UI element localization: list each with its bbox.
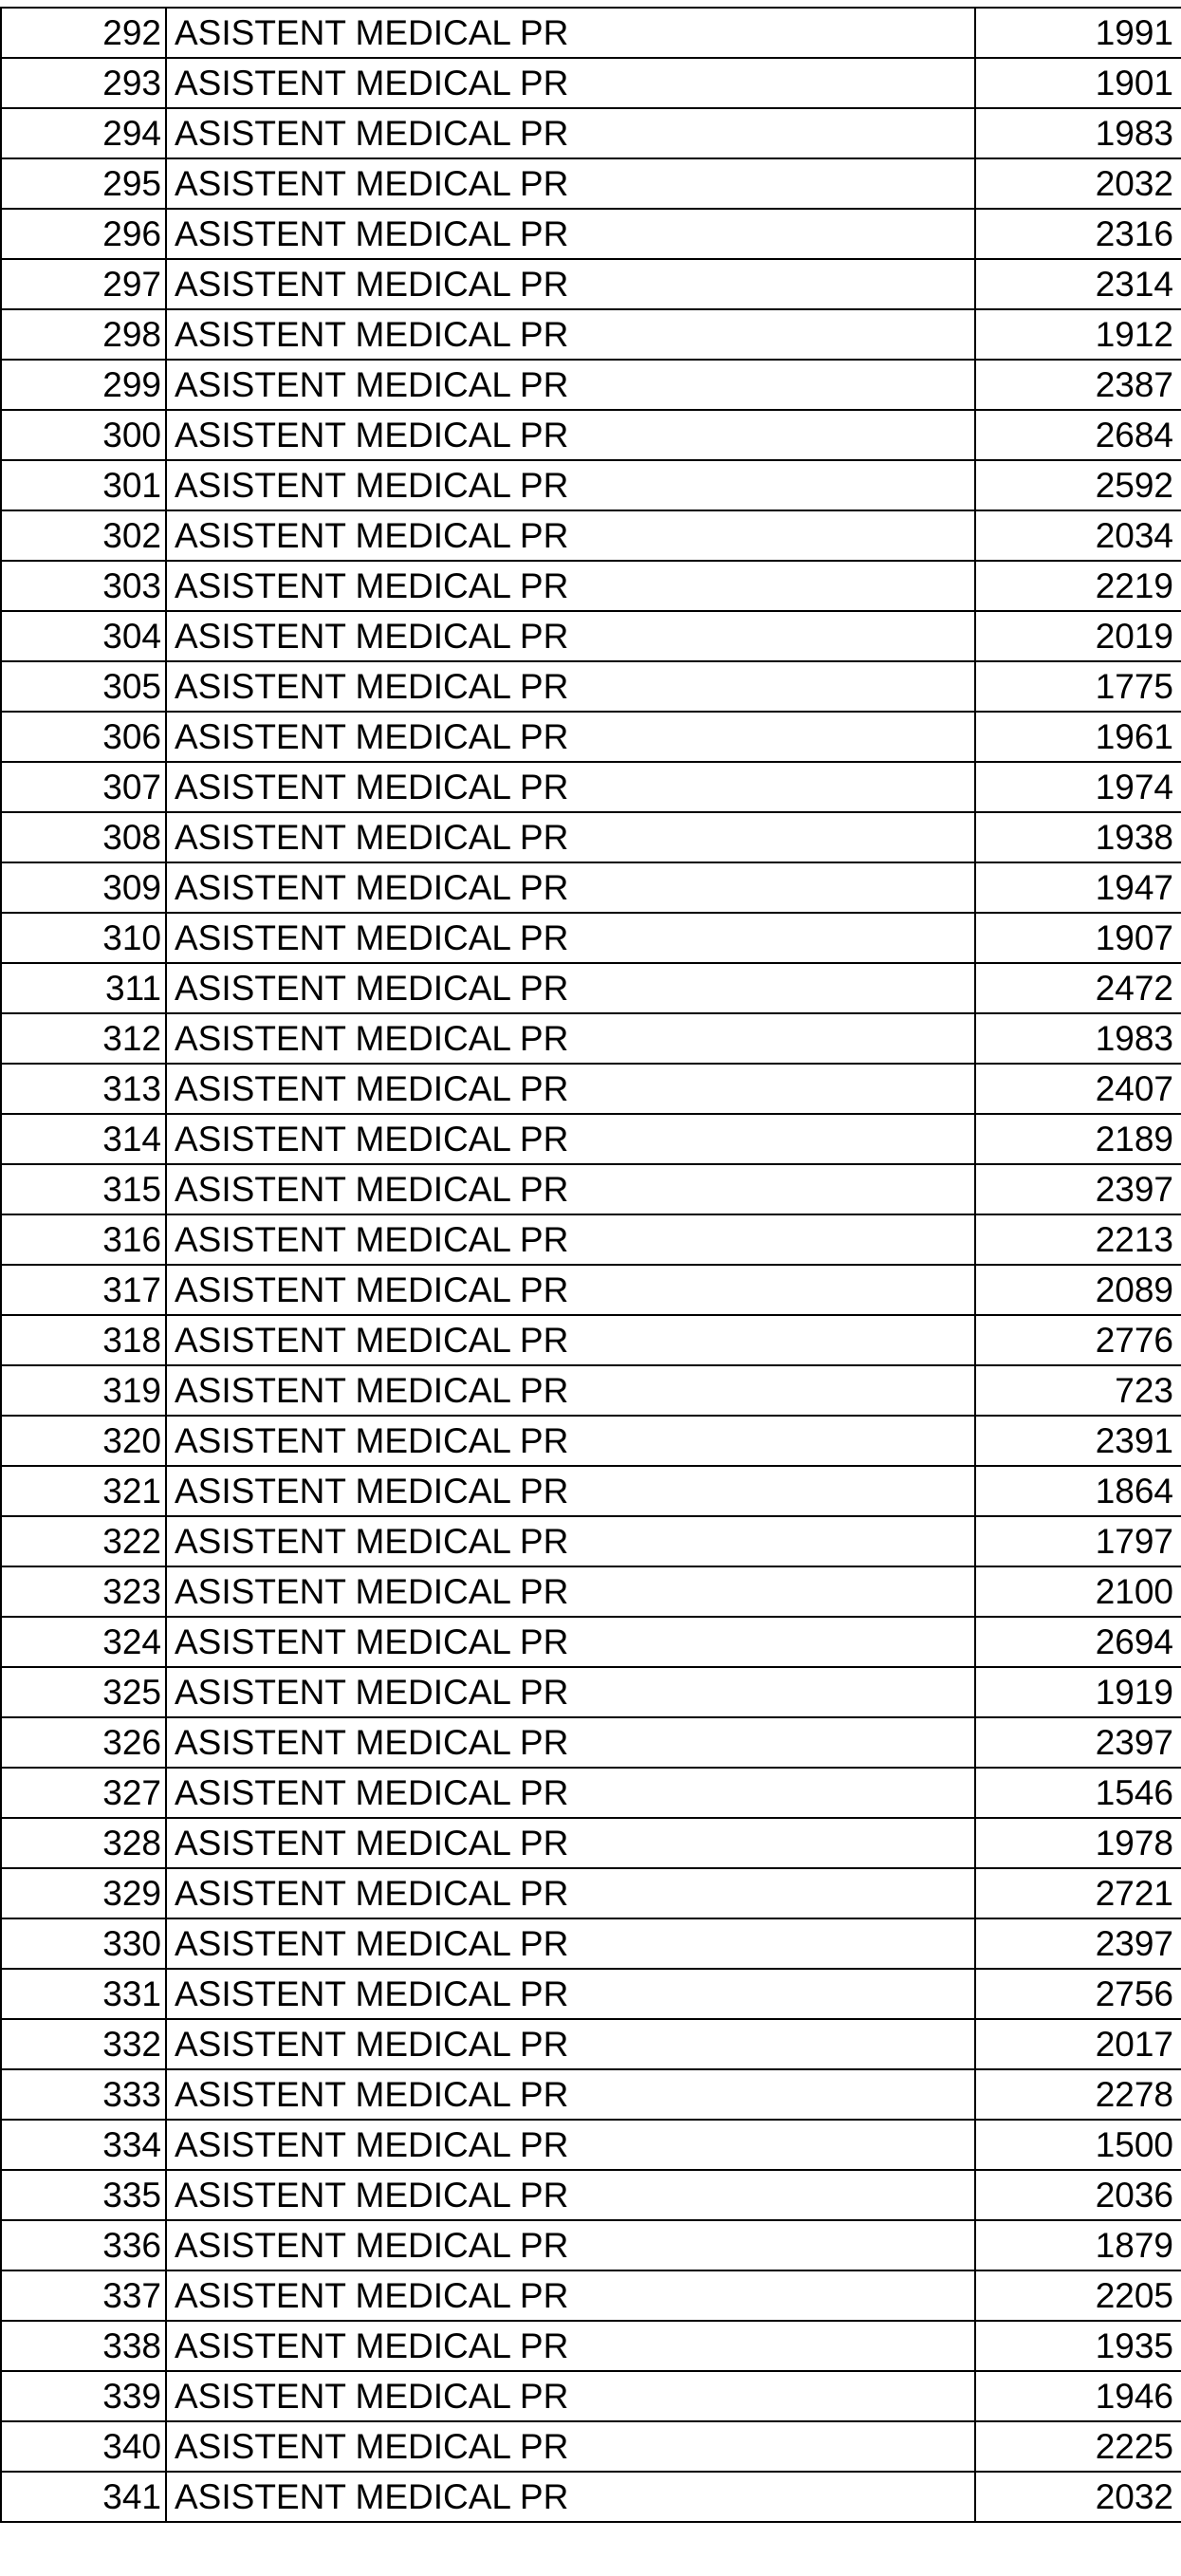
value-cell: 2019 (975, 611, 1181, 661)
value-cell: 1974 (975, 762, 1181, 812)
value-cell: 1947 (975, 862, 1181, 913)
value-cell: 2036 (975, 2170, 1181, 2220)
table-row (1, 762, 1181, 812)
row-number-cell: 314 (1, 1114, 166, 1164)
table-row (1, 963, 1181, 1013)
value-cell: 2032 (975, 2472, 1181, 2522)
table-row (1, 1566, 1181, 1617)
position-name-cell: ASISTENT MEDICAL PR (166, 611, 975, 661)
position-name-cell: ASISTENT MEDICAL PR (166, 360, 975, 410)
position-name-cell: ASISTENT MEDICAL PR (166, 1365, 975, 1416)
data-table (0, 7, 1181, 2523)
position-name-cell: ASISTENT MEDICAL PR (166, 2321, 975, 2371)
value-cell: 2756 (975, 1969, 1181, 2019)
position-name-cell: ASISTENT MEDICAL PR (166, 2270, 975, 2321)
position-name-cell: ASISTENT MEDICAL PR (166, 1868, 975, 1918)
table-row (1, 2371, 1181, 2421)
value-cell: 2225 (975, 2421, 1181, 2472)
row-number-cell: 330 (1, 1918, 166, 1969)
row-number-cell: 336 (1, 2220, 166, 2270)
value-cell: 1935 (975, 2321, 1181, 2371)
value-cell: 1938 (975, 812, 1181, 862)
row-number-cell: 296 (1, 209, 166, 259)
value-cell: 2397 (975, 1164, 1181, 1214)
row-number-cell: 318 (1, 1315, 166, 1365)
position-name-cell: ASISTENT MEDICAL PR (166, 1667, 975, 1717)
table-row (1, 1667, 1181, 1717)
value-cell: 2721 (975, 1868, 1181, 1918)
table-row (1, 661, 1181, 712)
table-row (1, 1064, 1181, 1114)
row-number-cell: 295 (1, 158, 166, 209)
row-number-cell: 307 (1, 762, 166, 812)
position-name-cell: ASISTENT MEDICAL PR (166, 661, 975, 712)
position-name-cell: ASISTENT MEDICAL PR (166, 1969, 975, 2019)
row-number-cell: 302 (1, 510, 166, 561)
value-cell: 2694 (975, 1617, 1181, 1667)
position-name-cell: ASISTENT MEDICAL PR (166, 1516, 975, 1566)
row-number-cell: 312 (1, 1013, 166, 1064)
row-number-cell: 329 (1, 1868, 166, 1918)
value-cell: 2684 (975, 410, 1181, 460)
row-number-cell: 340 (1, 2421, 166, 2472)
position-name-cell: ASISTENT MEDICAL PR (166, 58, 975, 108)
table-row (1, 2472, 1181, 2522)
table-row (1, 1969, 1181, 2019)
table-row (1, 1013, 1181, 1064)
value-cell: 1946 (975, 2371, 1181, 2421)
position-name-cell: ASISTENT MEDICAL PR (166, 1214, 975, 1265)
row-number-cell: 303 (1, 561, 166, 611)
position-name-cell: ASISTENT MEDICAL PR (166, 1918, 975, 1969)
table-row (1, 259, 1181, 309)
row-number-cell: 332 (1, 2019, 166, 2069)
row-number-cell: 305 (1, 661, 166, 712)
position-name-cell: ASISTENT MEDICAL PR (166, 158, 975, 209)
position-name-cell: ASISTENT MEDICAL PR (166, 259, 975, 309)
position-name-cell: ASISTENT MEDICAL PR (166, 1617, 975, 1667)
position-name-cell: ASISTENT MEDICAL PR (166, 108, 975, 158)
position-name-cell: ASISTENT MEDICAL PR (166, 1717, 975, 1768)
table-row (1, 1918, 1181, 1969)
row-number-cell: 335 (1, 2170, 166, 2220)
value-cell: 2100 (975, 1566, 1181, 1617)
position-name-cell: ASISTENT MEDICAL PR (166, 762, 975, 812)
value-cell: 1775 (975, 661, 1181, 712)
position-name-cell: ASISTENT MEDICAL PR (166, 209, 975, 259)
position-name-cell: ASISTENT MEDICAL PR (166, 460, 975, 510)
row-number-cell: 292 (1, 8, 166, 58)
position-name-cell: ASISTENT MEDICAL PR (166, 510, 975, 561)
row-number-cell: 339 (1, 2371, 166, 2421)
row-number-cell: 326 (1, 1717, 166, 1768)
value-cell: 1983 (975, 108, 1181, 158)
row-number-cell: 322 (1, 1516, 166, 1566)
table-row (1, 2120, 1181, 2170)
table-row (1, 510, 1181, 561)
row-number-cell: 321 (1, 1466, 166, 1516)
row-number-cell: 323 (1, 1566, 166, 1617)
row-number-cell: 337 (1, 2270, 166, 2321)
position-name-cell: ASISTENT MEDICAL PR (166, 2170, 975, 2220)
table-row (1, 410, 1181, 460)
row-number-cell: 325 (1, 1667, 166, 1717)
table-row (1, 1265, 1181, 1315)
row-number-cell: 294 (1, 108, 166, 158)
value-cell: 2397 (975, 1918, 1181, 1969)
value-cell: 1912 (975, 309, 1181, 360)
table-row (1, 360, 1181, 410)
value-cell: 2472 (975, 963, 1181, 1013)
value-cell: 1907 (975, 913, 1181, 963)
position-name-cell: ASISTENT MEDICAL PR (166, 2421, 975, 2472)
position-name-cell: ASISTENT MEDICAL PR (166, 1315, 975, 1365)
position-name-cell: ASISTENT MEDICAL PR (166, 1013, 975, 1064)
row-number-cell: 297 (1, 259, 166, 309)
position-name-cell: ASISTENT MEDICAL PR (166, 1114, 975, 1164)
row-number-cell: 315 (1, 1164, 166, 1214)
table-row (1, 1214, 1181, 1265)
row-number-cell: 319 (1, 1365, 166, 1416)
table-row (1, 2220, 1181, 2270)
row-number-cell: 301 (1, 460, 166, 510)
value-cell: 2316 (975, 209, 1181, 259)
row-number-cell: 317 (1, 1265, 166, 1315)
position-name-cell: ASISTENT MEDICAL PR (166, 2019, 975, 2069)
table-row (1, 1365, 1181, 1416)
value-cell: 2205 (975, 2270, 1181, 2321)
value-cell: 2189 (975, 1114, 1181, 1164)
table-row (1, 108, 1181, 158)
table-row (1, 460, 1181, 510)
table-row (1, 209, 1181, 259)
table-row (1, 1818, 1181, 1868)
value-cell: 1901 (975, 58, 1181, 108)
value-cell: 1546 (975, 1768, 1181, 1818)
table-row (1, 712, 1181, 762)
value-cell: 1797 (975, 1516, 1181, 1566)
position-name-cell: ASISTENT MEDICAL PR (166, 1416, 975, 1466)
position-name-cell: ASISTENT MEDICAL PR (166, 1164, 975, 1214)
value-cell: 1500 (975, 2120, 1181, 2170)
value-cell: 1991 (975, 8, 1181, 58)
value-cell: 1961 (975, 712, 1181, 762)
row-number-cell: 304 (1, 611, 166, 661)
value-cell: 2089 (975, 1265, 1181, 1315)
value-cell: 2314 (975, 259, 1181, 309)
value-cell: 1983 (975, 1013, 1181, 1064)
table-row (1, 1868, 1181, 1918)
table-row (1, 1617, 1181, 1667)
position-name-cell: ASISTENT MEDICAL PR (166, 2472, 975, 2522)
value-cell: 2387 (975, 360, 1181, 410)
position-name-cell: ASISTENT MEDICAL PR (166, 1265, 975, 1315)
row-number-cell: 308 (1, 812, 166, 862)
row-number-cell: 338 (1, 2321, 166, 2371)
value-cell: 2592 (975, 460, 1181, 510)
position-name-cell: ASISTENT MEDICAL PR (166, 812, 975, 862)
value-cell: 2397 (975, 1717, 1181, 1768)
value-cell: 2213 (975, 1214, 1181, 1265)
table-row (1, 1164, 1181, 1214)
position-name-cell: ASISTENT MEDICAL PR (166, 1818, 975, 1868)
value-cell: 2032 (975, 158, 1181, 209)
table-row (1, 561, 1181, 611)
value-cell: 2278 (975, 2069, 1181, 2120)
position-name-cell: ASISTENT MEDICAL PR (166, 309, 975, 360)
row-number-cell: 300 (1, 410, 166, 460)
row-number-cell: 333 (1, 2069, 166, 2120)
row-number-cell: 309 (1, 862, 166, 913)
table-row (1, 1466, 1181, 1516)
table-row (1, 1114, 1181, 1164)
value-cell: 1879 (975, 2220, 1181, 2270)
position-name-cell: ASISTENT MEDICAL PR (166, 410, 975, 460)
table-row (1, 1416, 1181, 1466)
position-name-cell: ASISTENT MEDICAL PR (166, 1566, 975, 1617)
row-number-cell: 306 (1, 712, 166, 762)
value-cell: 2391 (975, 1416, 1181, 1466)
row-number-cell: 311 (1, 963, 166, 1013)
position-name-cell: ASISTENT MEDICAL PR (166, 1064, 975, 1114)
table-row (1, 1768, 1181, 1818)
row-number-cell: 298 (1, 309, 166, 360)
value-cell: 2219 (975, 561, 1181, 611)
position-name-cell: ASISTENT MEDICAL PR (166, 862, 975, 913)
row-number-cell: 328 (1, 1818, 166, 1868)
position-name-cell: ASISTENT MEDICAL PR (166, 8, 975, 58)
position-name-cell: ASISTENT MEDICAL PR (166, 913, 975, 963)
table-row (1, 58, 1181, 108)
position-name-cell: ASISTENT MEDICAL PR (166, 561, 975, 611)
row-number-cell: 299 (1, 360, 166, 410)
row-number-cell: 320 (1, 1416, 166, 1466)
row-number-cell: 334 (1, 2120, 166, 2170)
position-name-cell: ASISTENT MEDICAL PR (166, 2120, 975, 2170)
position-name-cell: ASISTENT MEDICAL PR (166, 2069, 975, 2120)
table-row (1, 2321, 1181, 2371)
table-row (1, 1717, 1181, 1768)
value-cell: 2776 (975, 1315, 1181, 1365)
table-row (1, 913, 1181, 963)
table-row (1, 8, 1181, 58)
value-cell: 1919 (975, 1667, 1181, 1717)
table-row (1, 862, 1181, 913)
row-number-cell: 310 (1, 913, 166, 963)
row-number-cell: 327 (1, 1768, 166, 1818)
table-row (1, 1315, 1181, 1365)
table-row (1, 158, 1181, 209)
row-number-cell: 293 (1, 58, 166, 108)
position-name-cell: ASISTENT MEDICAL PR (166, 1768, 975, 1818)
table-row (1, 812, 1181, 862)
value-cell: 2017 (975, 2019, 1181, 2069)
value-cell: 1978 (975, 1818, 1181, 1868)
position-name-cell: ASISTENT MEDICAL PR (166, 1466, 975, 1516)
value-cell: 723 (975, 1365, 1181, 1416)
position-name-cell: ASISTENT MEDICAL PR (166, 712, 975, 762)
value-cell: 2407 (975, 1064, 1181, 1114)
table-row (1, 309, 1181, 360)
table-row (1, 2270, 1181, 2321)
position-name-cell: ASISTENT MEDICAL PR (166, 2220, 975, 2270)
table-row (1, 2069, 1181, 2120)
position-name-cell: ASISTENT MEDICAL PR (166, 2371, 975, 2421)
row-number-cell: 316 (1, 1214, 166, 1265)
table-row (1, 1516, 1181, 1566)
table-row (1, 2170, 1181, 2220)
table-row (1, 611, 1181, 661)
position-name-cell: ASISTENT MEDICAL PR (166, 963, 975, 1013)
value-cell: 2034 (975, 510, 1181, 561)
table-body (1, 8, 1181, 2522)
row-number-cell: 313 (1, 1064, 166, 1114)
table-row (1, 2019, 1181, 2069)
row-number-cell: 341 (1, 2472, 166, 2522)
value-cell: 1864 (975, 1466, 1181, 1516)
row-number-cell: 324 (1, 1617, 166, 1667)
row-number-cell: 331 (1, 1969, 166, 2019)
table-row (1, 2421, 1181, 2472)
